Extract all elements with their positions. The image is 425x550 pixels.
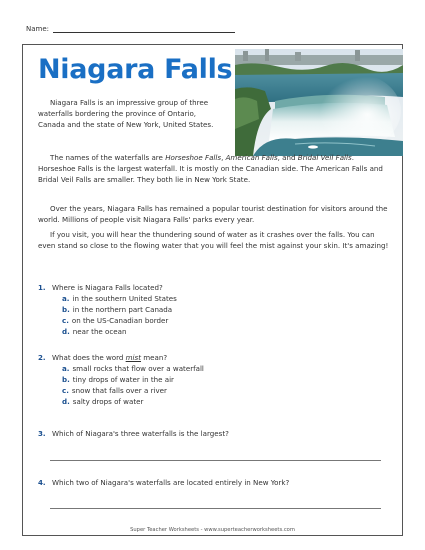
question-text: Where is Niagara Falls located?	[52, 283, 163, 292]
option-letter: d.	[62, 327, 70, 336]
name-label: Name:	[26, 25, 50, 33]
question-3	[38, 428, 229, 439]
question-2-option-c[interactable]	[62, 385, 167, 396]
footer-credit: Super Teacher Worksheets - www.superteacherworksheets.com	[130, 527, 295, 533]
paragraph-visit: If you visit, you will hear the thundering sound of water as it crashes over the falls. You can even stand so close to the flowing water that you will feel the mist against your skin. It's amazing!	[38, 230, 389, 250]
paragraph-intro: Niagara Falls is an impressive group of three waterfalls bordering the province of Ontario, Canada and the state of New York, United States.	[38, 98, 214, 129]
paragraph-tourism: Over the years, Niagara Falls has remained a popular tourist destination for visitors around the world. Millions of people visit Niagara Falls' parks every year.	[38, 204, 388, 224]
page-title: Niagara Falls	[38, 54, 233, 85]
question-text: Which of Niagara's three waterfalls is the largest?	[52, 429, 229, 438]
option-letter: a.	[62, 364, 70, 373]
question-1-option-c[interactable]	[62, 315, 168, 326]
question-1-option-a[interactable]	[62, 293, 177, 304]
vocabulary-word-mist: mist	[125, 353, 141, 362]
niagara-falls-photo	[235, 49, 403, 156]
name-blank-line[interactable]	[53, 25, 235, 33]
answer-line-3[interactable]	[50, 460, 381, 461]
question-4	[38, 477, 289, 488]
p2-conjunction: , and	[277, 153, 298, 162]
paragraph-waterfall-names	[38, 152, 390, 185]
option-text: salty drops of water	[72, 397, 144, 406]
option-text: in the southern United States	[72, 294, 177, 303]
question-text-pre: What does the word	[52, 353, 126, 362]
question-1-option-b[interactable]	[62, 304, 172, 315]
question-1-option-d[interactable]	[62, 326, 127, 337]
question-number: 2.	[38, 353, 46, 362]
question-2-option-d[interactable]	[62, 396, 143, 407]
bridal-veil-falls-term: Bridal Veil Falls	[297, 153, 352, 162]
option-text: small rocks that flow over a waterfall	[72, 364, 204, 373]
question-2-option-b[interactable]	[62, 374, 174, 385]
option-text: snow that falls over a river	[71, 386, 167, 395]
question-text: Which two of Niagara's waterfalls are located entirely in New York?	[52, 478, 290, 487]
option-letter: c.	[62, 386, 69, 395]
option-letter: d.	[62, 397, 70, 406]
answer-line-4[interactable]	[50, 508, 381, 509]
option-letter: b.	[62, 375, 70, 384]
name-field	[26, 25, 235, 33]
p2-text-post: . Horseshoe Falls is the largest waterfall. It is mostly on the Canadian side. The American Falls and Bridal Veil Falls are smaller. They both lie in New York State.	[38, 153, 383, 184]
horseshoe-falls-term: Horseshoe Falls	[165, 153, 222, 162]
question-number: 3.	[38, 429, 46, 438]
option-letter: b.	[62, 305, 70, 314]
p2-separator: ,	[221, 153, 226, 162]
question-2	[38, 352, 167, 363]
option-letter: a.	[62, 294, 70, 303]
option-letter: c.	[62, 316, 69, 325]
question-number: 4.	[38, 478, 46, 487]
option-text: on the US-Canadian border	[71, 316, 169, 325]
option-text: near the ocean	[72, 327, 127, 336]
question-text-post: mean?	[141, 353, 168, 362]
option-text: tiny drops of water in the air	[72, 375, 174, 384]
question-1	[38, 282, 163, 293]
american-falls-term: American Falls	[225, 153, 278, 162]
question-number: 1.	[38, 283, 46, 292]
option-text: in the northern part Canada	[72, 305, 173, 314]
p2-text-pre: The names of the waterfalls are	[50, 153, 166, 162]
question-2-option-a[interactable]	[62, 363, 204, 374]
